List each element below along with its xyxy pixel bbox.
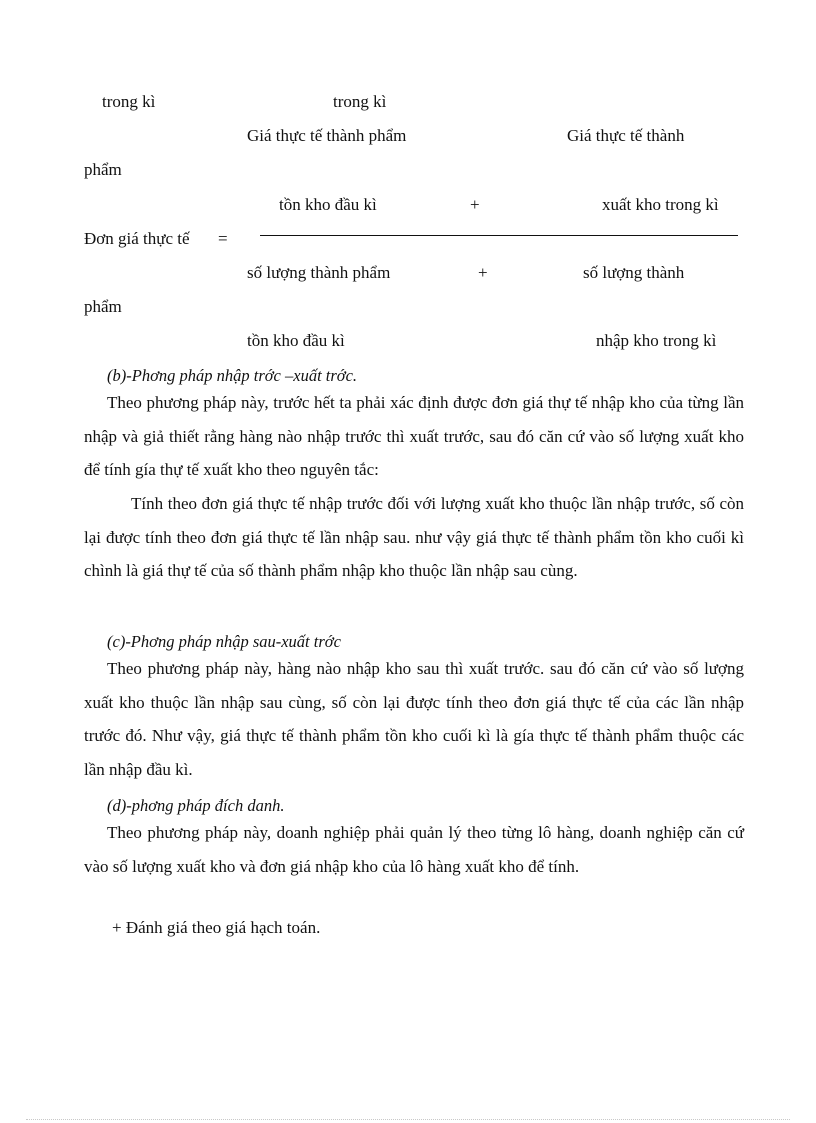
section-b-heading: (b)-Phơng pháp nhập trớc –xuất trớc.: [107, 366, 358, 385]
section-c-paragraph: Theo phương pháp này, hàng nào nhập kho sau thì xuất trước. sau đó căn cứ vào số lượng xuất kho thuộc lần nhập sau cùng, số còn lại được tính theo đơn giá thực tế của các lần nhập trước đó. Như vậy, giá thực tế thành phẩm tồn kho cuối kì là gía thực tế thành phẩm thuộc các lần nhập đầu kì.: [84, 659, 744, 779]
numerator-term2-line1: Giá thực tế thành: [567, 126, 685, 145]
denominator-term2-line2: nhập kho trong kì: [596, 331, 717, 350]
section-b-paragraph-2: Tính theo đơn giá thực tế nhập trước đối với lượng xuất kho thuộc lần nhập trước, số còn lại được tính theo đơn giá thực tế lần nhập sau. như vậy giá thực tế thành phẩm tồn kho cuối kì chình là giá thự tế của số thành phẩm nhập kho thuộc lần nhập sau cùng.: [84, 494, 744, 580]
formula-top-left-label: trong kì: [102, 92, 156, 111]
denominator-term2-line1: số lượng thành: [583, 263, 685, 282]
section-c-heading: (c)-Phơng pháp nhập sau-xuất trớc: [107, 632, 341, 651]
denominator-term1-line1: số lượng thành phẩm: [247, 263, 391, 282]
formula-top-mid-label: trong kì: [333, 92, 387, 111]
section-d-paragraph: Theo phương pháp này, doanh nghiệp phải quản lý theo từng lô hàng, doanh nghiệp căn cứ vào số lượng xuất kho và đơn giá nhập kho của lô hàng xuất kho để tính.: [84, 823, 744, 876]
formula-equals: =: [218, 229, 228, 248]
footer-divider: [26, 1119, 790, 1120]
numerator-term1-line1: Giá thực tế thành phẩm: [247, 126, 407, 145]
numerator-plus: +: [470, 195, 480, 214]
numerator-term1-line2: tồn kho đầu kì: [279, 195, 377, 214]
formula-lhs-label: Đơn giá thực tế: [84, 229, 190, 248]
wrap-word-1: phẩm: [84, 160, 122, 179]
wrap-word-2: phẩm: [84, 297, 122, 316]
denominator-term1-line2: tồn kho đầu kì: [247, 331, 345, 350]
plus-heading: + Đánh giá theo giá hạch toán.: [112, 918, 321, 937]
section-b-paragraph-1: Theo phương pháp này, trước hết ta phải xác định được đơn giá thự tế nhập kho của từng lần nhập và giả thiết rằng hàng nào nhập trước thì xuất trước, sau đó căn cứ vào số lượng xuất kho để tính gía thự tế xuất kho theo nguyên tắc:: [84, 393, 744, 479]
denominator-plus: +: [478, 263, 488, 282]
fraction-line: [260, 235, 738, 236]
numerator-term2-line2: xuất kho trong kì: [602, 195, 719, 214]
section-d-heading: (d)-phơng pháp đích danh.: [107, 796, 285, 815]
